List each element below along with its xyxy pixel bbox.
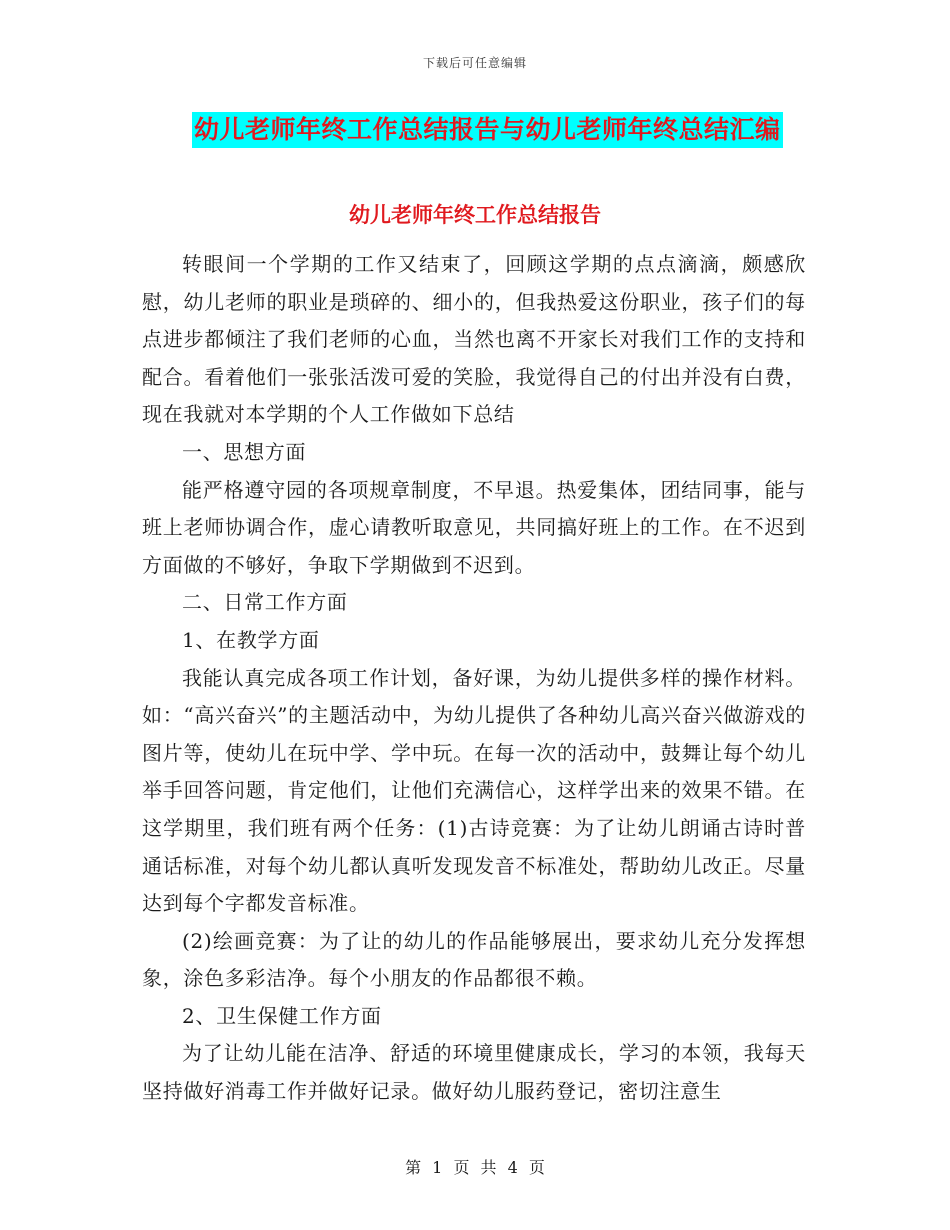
section-title: 幼儿老师年终工作总结报告 [349,203,601,227]
heading-ideology: 一、思想方面 [182,439,307,464]
heading-health-care: 2、卫生保健工作方面 [182,1003,382,1028]
paragraph-drawing-contest: (2)绘画竞赛：为了让的幼儿的作品能够展出，要求幼儿充分发挥想象，涂色多彩洁净。每个小朋友的作品都很不赖。 [142,928,806,991]
paragraph-ideology: 能严格遵守园的各项规章制度，不早退。热爱集体，团结同事，能与班上老师协调合作，虚心请教听取意见，共同搞好班上的工作。在不迟到方面做的不够好，争取下学期做到不迟到。 [142,477,806,577]
paragraph-health-care: 为了让幼儿能在洁净、舒适的环境里健康成长，学习的本领，我每天坚持做好消毒工作并做好记录。做好幼儿服药登记，密切注意生 [142,1041,806,1104]
page-footer: 第 1 页 共 4 页 [405,1158,545,1177]
header-note: 下载后可任意编辑 [422,56,527,70]
heading-daily-work: 二、日常工作方面 [182,590,348,615]
paragraph-teaching: 我能认真完成各项工作计划，备好课，为幼儿提供多样的操作材料。如：“高兴奋兴”的主题活动中，为幼儿提供了各种幼儿高兴奋兴做游戏的图片等，使幼儿在玩中学、学中玩。在每一次的活动中，鼓舞让每个幼儿举手回答问题，肯定他们，让他们充满信心，这样学出来的效果不错。在这学期里，我们班有两个任务：(1)古诗竞赛：为了让幼儿朗诵古诗时普通话标准，对每个幼儿都认真听发现发音不标准处，帮助幼儿改正。尽量达到每个字都发音标准。 [142,665,806,916]
document-body [142,246,806,1111]
heading-teaching: 1、在教学方面 [182,627,320,652]
paragraph-intro: 转眼间一个学期的工作又结束了，回顾这学期的点点滴滴，颇感欣慰，幼儿老师的职业是琐碎的、细小的，但我热爱这份职业，孩子们的每点进步都倾注了我们老师的心血，当然也离不开家长对我们工作的支持和配合。看着他们一张张活泼可爱的笑脸，我觉得自己的付出并没有白费，现在我就对本学期的个人工作做如下总结 [142,252,806,427]
main-title-highlight [192,112,783,148]
main-title: 幼儿老师年终工作总结报告与幼儿老师年终总结汇编 [194,115,781,144]
